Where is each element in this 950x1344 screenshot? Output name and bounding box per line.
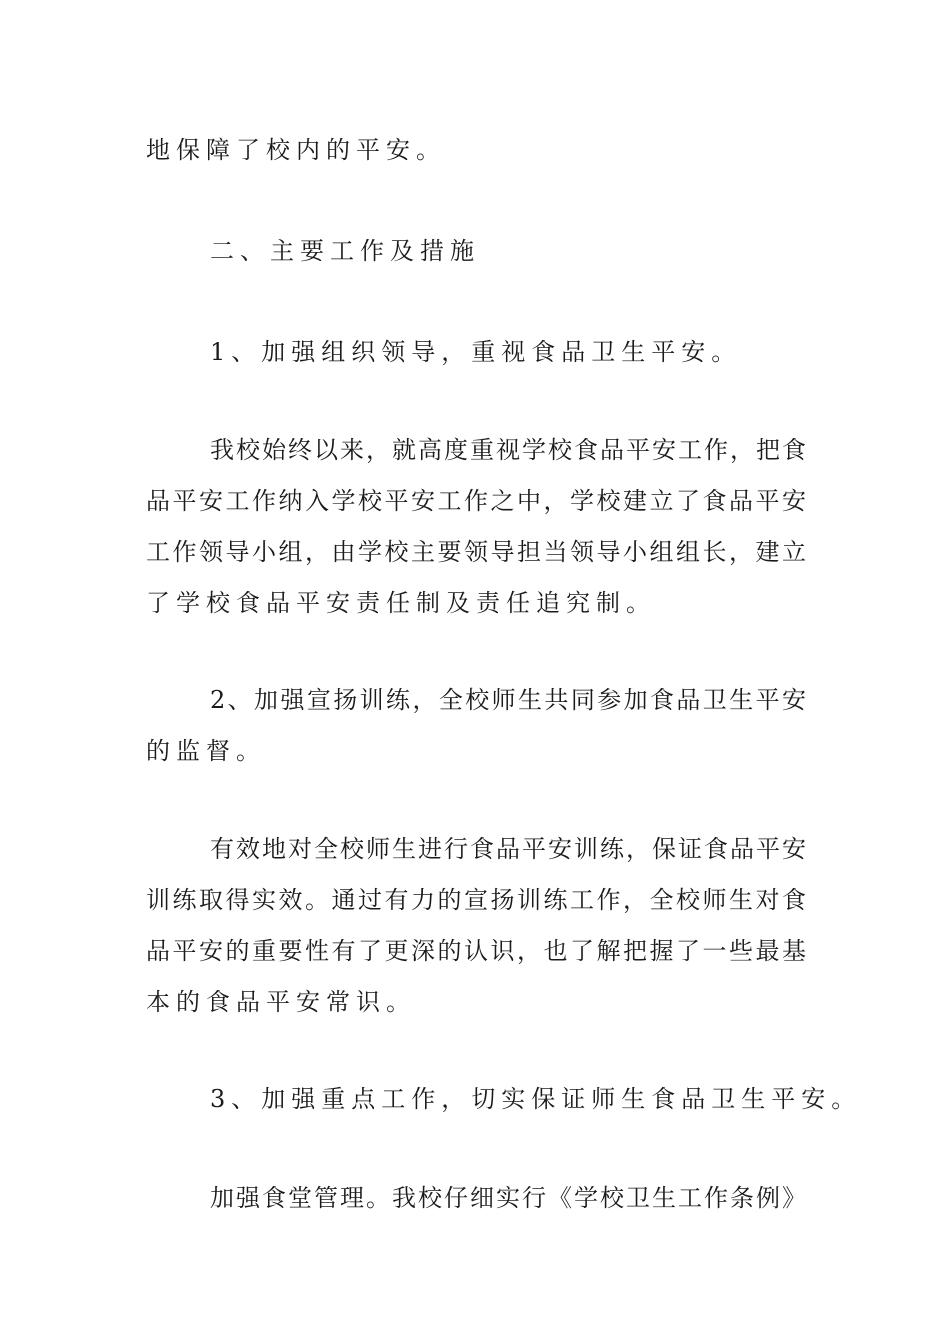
paragraph-3-line-3: 工作领导小组，由学校主要领导担当领导小组组长，建立 <box>146 538 806 566</box>
paragraph-3-line-1: 我校始终以来，就高度重视学校食品平安工作，把食 <box>210 436 806 464</box>
paragraph-5-line-1: 有效地对全校师生进行食品平安训练，保证食品平安 <box>210 835 806 863</box>
subheading-1: 1、加强组织领导，重视食品卫生平安。 <box>210 338 742 366</box>
paragraph-3-line-2: 品平安工作纳入学校平安工作之中，学校建立了食品平安 <box>146 487 806 515</box>
subheading-3: 3、加强重点工作，切实保证师生食品卫生平安。 <box>210 1085 862 1113</box>
section-heading-main-work: 二、主要工作及措施 <box>210 237 480 265</box>
paragraph-7-line-1: 加强食堂管理。我校仔细实行《学校卫生工作条例》 <box>210 1184 806 1212</box>
subheading-2-line-2: 的监督。 <box>146 737 266 765</box>
paragraph-5-line-3: 品平安的重要性有了更深的认识，也了解把握了一些最基 <box>146 937 806 965</box>
paragraph-5-line-4: 本的食品平安常识。 <box>146 988 416 1016</box>
paragraph-5-line-2: 训练取得实效。通过有力的宣扬训练工作，全校师生对食 <box>146 886 806 914</box>
subheading-2-line-1: 2、加强宣扬训练，全校师生共同参加食品卫生平安 <box>210 686 806 714</box>
paragraph-0-line-1: 地保障了校内的平安。 <box>146 136 446 164</box>
paragraph-3-line-4: 了学校食品平安责任制及责任追究制。 <box>146 589 656 617</box>
